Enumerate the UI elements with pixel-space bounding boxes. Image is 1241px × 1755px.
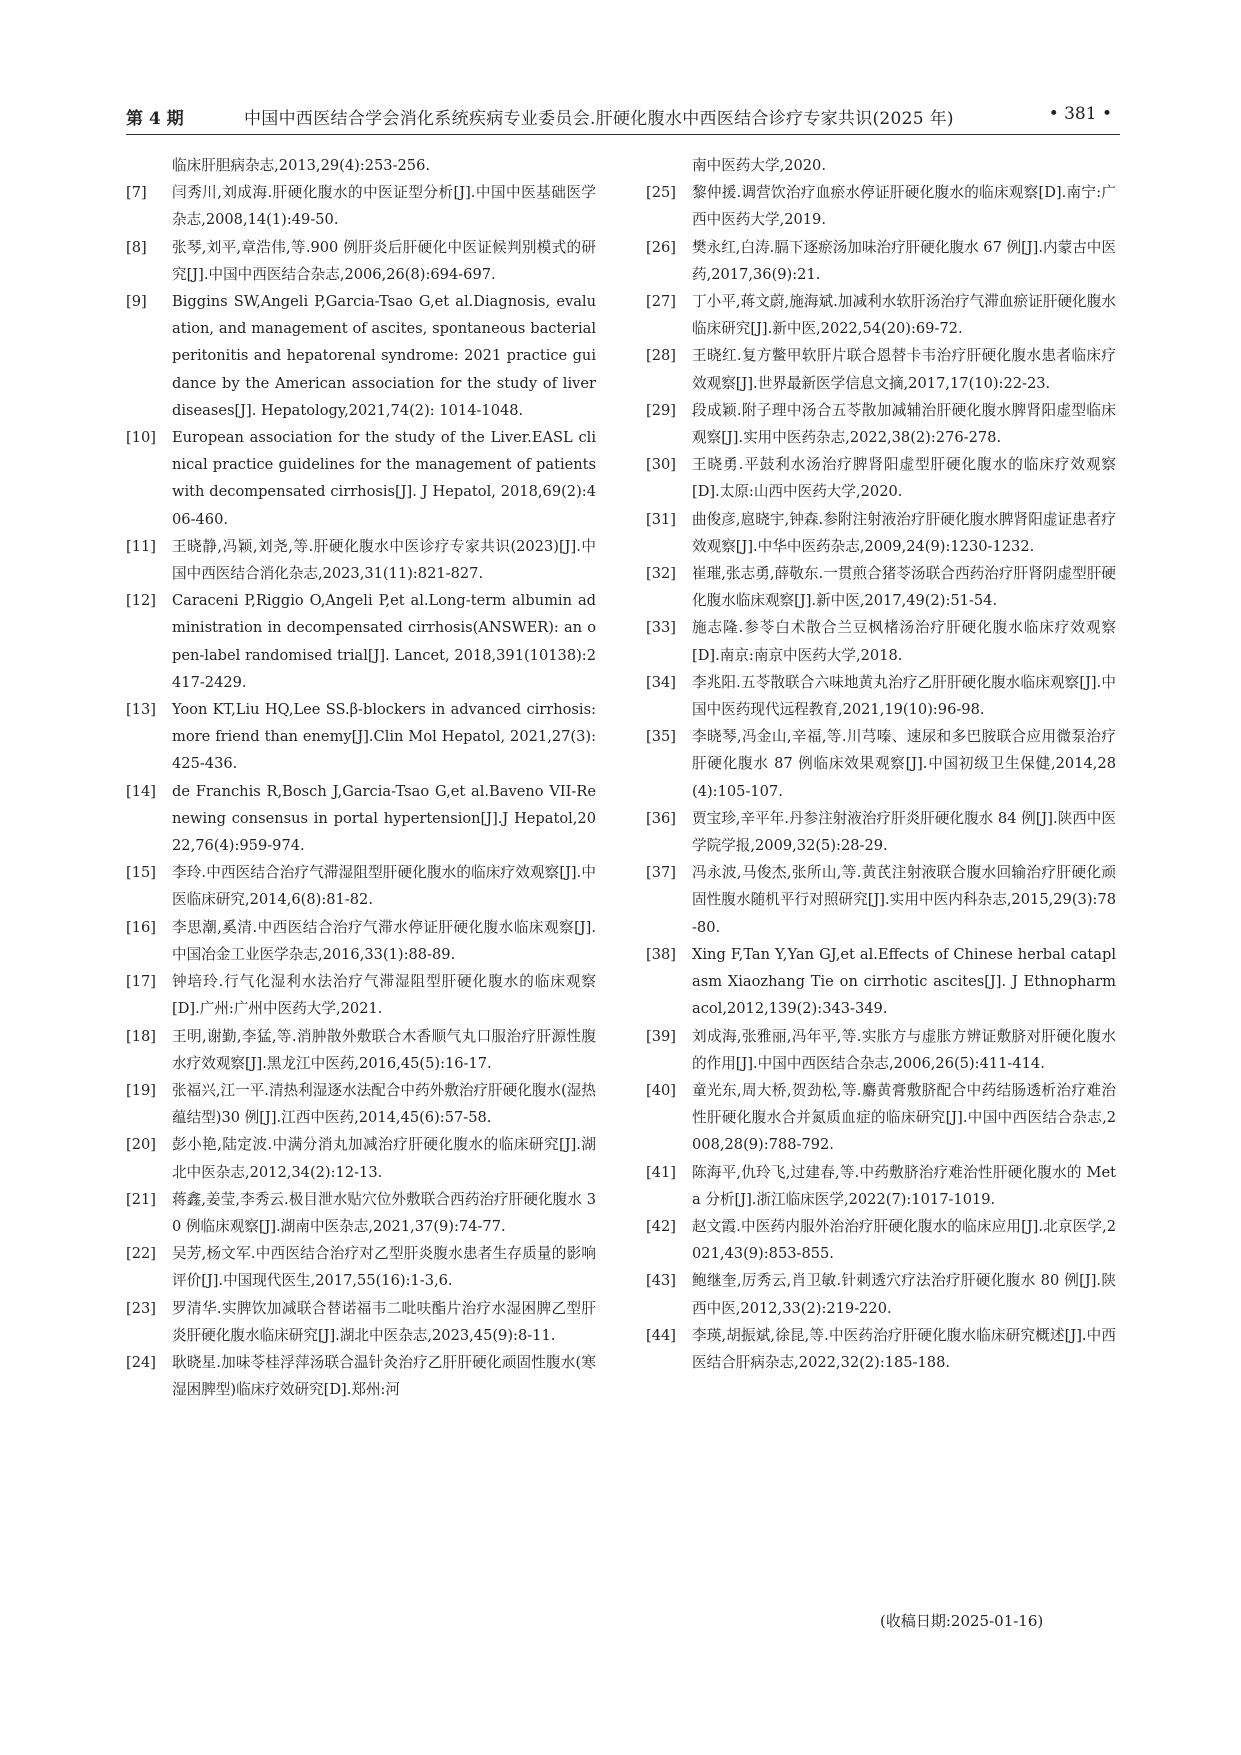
reference-text: 李玲.中西医结合治疗气滞湿阻型肝硬化腹水的临床疗效观察[J].中医临床研究,2014,6(8):81-82. — [172, 864, 596, 909]
reference-entry — [646, 1023, 1116, 1077]
reference-entry — [646, 397, 1116, 451]
reference-entry — [126, 1023, 596, 1077]
reference-entry — [646, 1267, 1116, 1321]
reference-text: 王晓勇.平鼓利水汤治疗脾肾阳虚型肝硬化腹水的临床疗效观察[D].太原:山西中医药大学,2020. — [692, 456, 1116, 501]
reference-entry — [126, 1077, 596, 1131]
reference-entry — [126, 234, 596, 288]
reference-number: [18] — [126, 1027, 156, 1045]
reference-entry — [646, 723, 1116, 805]
reference-number: [25] — [646, 184, 676, 202]
reference-entry — [646, 560, 1116, 614]
reference-entry — [126, 778, 596, 860]
reference-number: [29] — [646, 401, 676, 419]
reference-text: Biggins SW,Angeli P,Garcia-Tsao G,et al.Diagnosis, evaluation, and management of ascites, spontaneous bacterial peritonitis and hepatorenal syndrome: 2021 practice guidance by the American association for the study of liver diseases[J]. Hepatology,2021,74(2): 1014-1048. — [172, 293, 596, 419]
reference-entry — [646, 1077, 1116, 1159]
header-title: 中国中西医结合学会消化系统疾病专业委员会.肝硬化腹水中西医结合诊疗专家共识(2025 年) — [244, 109, 954, 129]
reference-text: 段成颖.附子理中汤合五苓散加减辅治肝硬化腹水脾肾阳虚型临床观察[J].实用中医药杂志,2022,38(2):276-278. — [692, 401, 1116, 447]
reference-text: 蒋鑫,姜莹,李秀云.极目泄水贴穴位外敷联合西药治疗肝硬化腹水 30 例临床观察[J].湖南中医杂志,2021,37(9):74-77. — [172, 1190, 596, 1235]
reference-number: [38] — [646, 945, 676, 963]
reference-entry — [126, 914, 596, 968]
reference-number: [11] — [126, 537, 156, 555]
reference-number: [34] — [646, 673, 676, 691]
reference-number: [22] — [126, 1245, 156, 1263]
reference-entry — [126, 1186, 596, 1240]
reference-number: [27] — [646, 293, 676, 311]
reference-entry — [126, 1240, 596, 1294]
reference-text: 王晓静,冯颖,刘尧,等.肝硬化腹水中医诊疗专家共识(2023)[J].中国中西医结合消化杂志,2023,31(11):821-827. — [172, 537, 596, 583]
reference-number: [14] — [126, 782, 156, 800]
reference-entry — [646, 1213, 1116, 1267]
reference-number: [41] — [646, 1163, 676, 1181]
reference-text: Caraceni P,Riggio O,Angeli P,et al.Long-term albumin administration in decompensated cirrhosis(ANSWER): an open-label randomised trial[J]. Lancet, 2018,391(10138):2417-2429. — [172, 592, 596, 691]
reference-number: [24] — [126, 1353, 156, 1371]
reference-text: 临床肝胆病杂志,2013,29(4):253-256. — [172, 157, 431, 174]
reference-number: [10] — [126, 429, 156, 447]
reference-number: [36] — [646, 809, 676, 827]
reference-number: [30] — [646, 456, 676, 474]
reference-text: 施志隆.参苓白术散合兰豆枫楮汤治疗肝硬化腹水临床疗效观察[D].南京:南京中医药大学,2018. — [692, 619, 1116, 664]
reference-number: [33] — [646, 619, 676, 637]
reference-text: 吴芳,杨文军.中西医结合治疗对乙型肝炎腹水患者生存质量的影响评价[J].中国现代医生,2017,55(16):1-3,6. — [172, 1245, 596, 1290]
issue-number: 第 4 期 — [126, 109, 184, 129]
reference-text: 樊永红,白涛.膈下逐瘀汤加味治疗肝硬化腹水 67 例[J].内蒙古中医药,2017,36(9):21. — [692, 238, 1116, 283]
reference-text: 张福兴,江一平.清热利湿逐水法配合中药外敷治疗肝硬化腹水(湿热蕴结型)30 例[J].江西中医药,2014,45(6):57-58. — [172, 1081, 596, 1127]
reference-entry — [646, 805, 1116, 859]
reference-entry — [646, 506, 1116, 560]
received-date: (收稿日期:2025-01-16) — [880, 1612, 1044, 1630]
reference-text: 崔璀,张志勇,薛敬东.一贯煎合猪苓汤联合西药治疗肝肾阴虚型肝硬化腹水临床观察[J].新中医,2017,49(2):51-54. — [692, 565, 1116, 610]
reference-entry — [126, 152, 596, 179]
reference-column-left — [126, 152, 596, 1403]
reference-entry — [646, 1159, 1116, 1213]
reference-number: [44] — [646, 1326, 676, 1344]
reference-text: 陈海平,仇玲飞,过建春,等.中药敷脐治疗难治性肝硬化腹水的 Meta 分析[J].浙江临床医学,2022(7):1017-1019. — [692, 1163, 1116, 1208]
reference-entry — [126, 859, 596, 913]
reference-text: 王晓红.复方鳖甲软肝片联合恩替卡韦治疗肝硬化腹水患者临床疗效观察[J].世界最新医学信息文摘,2017,17(10):22-23. — [692, 347, 1116, 392]
reference-text: 赵文霞.中医药内服外治治疗肝硬化腹水的临床应用[J].北京医学,2021,43(9):853-855. — [692, 1217, 1116, 1263]
reference-number: [26] — [646, 238, 676, 256]
reference-number: [13] — [126, 701, 156, 719]
reference-entry — [126, 533, 596, 587]
reference-text: 李晓琴,冯金山,辛福,等.川芎嗪、速尿和多巴胺联合应用微泵治疗肝硬化腹水 87 例临床效果观察[J].中国初级卫生保健,2014,28(4):105-107. — [692, 728, 1116, 800]
reference-entry — [646, 614, 1116, 668]
reference-number: [35] — [646, 728, 676, 746]
reference-entry — [646, 342, 1116, 396]
reference-text: 李瑛,胡振斌,徐昆,等.中医药治疗肝硬化腹水临床研究概述[J].中西医结合肝病杂志,2022,32(2):185-188. — [692, 1326, 1116, 1371]
reference-text: 彭小艳,陆定波.中满分消丸加减治疗肝硬化腹水的临床研究[J].湖北中医杂志,2012,34(2):12-13. — [172, 1136, 596, 1181]
reference-number: [28] — [646, 347, 676, 365]
reference-entry — [126, 968, 596, 1022]
reference-entry — [646, 941, 1116, 1023]
page-number: • 381 • — [1048, 104, 1112, 124]
reference-text: de Franchis R,Bosch J,Garcia-Tsao G,et al.Baveno VII-Renewing consensus in portal hypertension[J].J Hepatol,2022,76(4):959-974. — [172, 782, 596, 855]
reference-entry — [126, 179, 596, 233]
reference-text: Yoon KT,Liu HQ,Lee SS.β-blockers in advanced cirrhosis: more friend than enemy[J].Clin Mol Hepatol, 2021,27(3):425-436. — [172, 701, 596, 773]
reference-text: 冯永波,马俊杰,张所山,等.黄芪注射液联合腹水回输治疗肝硬化顽固性腹水随机平行对照研究[J].实用中医内科杂志,2015,29(3):78-80. — [692, 864, 1116, 936]
reference-text: 耿晓星.加味苓桂浮萍汤联合温针灸治疗乙肝肝硬化顽固性腹水(寒湿困脾型)临床疗效研究[D].郑州:河 — [172, 1353, 596, 1399]
reference-number: [21] — [126, 1190, 156, 1208]
reference-entry — [126, 1131, 596, 1185]
reference-number: [20] — [126, 1136, 156, 1154]
reference-number: [17] — [126, 973, 156, 991]
reference-number: [7] — [126, 184, 147, 202]
reference-entry — [646, 1322, 1116, 1376]
reference-text: Xing F,Tan Y,Yan GJ,et al.Effects of Chinese herbal cataplasm Xiaozhang Tie on cirrhotic ascites[J]. J Ethnopharmacol,2012,139(2):343-349. — [692, 945, 1116, 1018]
reference-entry — [646, 179, 1116, 233]
reference-number: [19] — [126, 1081, 156, 1099]
reference-text: 李思潮,奚清.中西医结合治疗气滞水停证肝硬化腹水临床观察[J].中国冶金工业医学杂志,2016,33(1):88-89. — [172, 918, 596, 963]
reference-number: [37] — [646, 864, 676, 882]
reference-entry — [646, 234, 1116, 288]
reference-text: 鲍继奎,厉秀云,肖卫敏.针刺透穴疗法治疗肝硬化腹水 80 例[J].陕西中医,2012,33(2):219-220. — [692, 1272, 1116, 1317]
reference-entry — [126, 696, 596, 778]
reference-text: 南中医药大学,2020. — [692, 157, 826, 174]
reference-text: 曲俊彦,扈晓宇,钟森.参附注射液治疗肝硬化腹水脾肾阳虚证患者疗效观察[J].中华中医药杂志,2009,24(9):1230-1232. — [692, 510, 1116, 555]
running-header — [126, 100, 1120, 135]
reference-number: [31] — [646, 510, 676, 528]
reference-text: 童光东,周大桥,贺劲松,等.麝黄膏敷脐配合中药结肠透析治疗难治性肝硬化腹水合并氮质血症的临床研究[J].中国中西医结合杂志,2008,28(9):788-792. — [692, 1081, 1116, 1154]
reference-number: [9] — [126, 293, 147, 311]
reference-text: 贾宝珍,辛平年.丹参注射液治疗肝炎肝硬化腹水 84 例[J].陕西中医学院学报,2009,32(5):28-29. — [692, 809, 1116, 855]
reference-text: 罗清华.实脾饮加减联合替诺福韦二吡呋酯片治疗水湿困脾乙型肝炎肝硬化腹水临床研究[J].湖北中医杂志,2023,45(9):8-11. — [172, 1299, 596, 1344]
reference-number: [39] — [646, 1027, 676, 1045]
reference-entry — [126, 1349, 596, 1403]
reference-number: [12] — [126, 592, 156, 610]
reference-text: European association for the study of the Liver.EASL clinical practice guidelines for the management of patients with decompensated cirrhosis[J]. J Hepatol, 2018,69(2):406-460. — [172, 429, 596, 528]
reference-number: [40] — [646, 1081, 676, 1099]
reference-text: 钟培玲.行气化湿利水法治疗气滞湿阻型肝硬化腹水的临床观察[D].广州:广州中医药大学,2021. — [172, 973, 596, 1018]
reference-entry — [126, 587, 596, 696]
reference-entry — [646, 451, 1116, 505]
reference-entry — [126, 424, 596, 533]
reference-entry — [126, 288, 596, 424]
reference-entry — [646, 859, 1116, 941]
reference-number: [43] — [646, 1272, 676, 1290]
reference-entry — [126, 1295, 596, 1349]
reference-text: 王明,谢勤,李猛,等.消肿散外敷联合木香顺气丸口服治疗肝源性腹水疗效观察[J].黑龙江中医药,2016,45(5):16-17. — [172, 1027, 596, 1072]
reference-text: 刘成海,张雅丽,冯年平,等.实胀方与虚胀方辨证敷脐对肝硬化腹水的作用[J].中国中西医结合杂志,2006,26(5):411-414. — [692, 1027, 1116, 1072]
reference-entry — [646, 288, 1116, 342]
reference-text: 李兆阳.五苓散联合六味地黄丸治疗乙肝肝硬化腹水临床观察[J].中国中医药现代远程教育,2021,19(10):96-98. — [692, 673, 1116, 719]
reference-text: 丁小平,蒋文蔚,施海斌.加减利水软肝汤治疗气滞血瘀证肝硬化腹水临床研究[J].新中医,2022,54(20):69-72. — [692, 293, 1116, 338]
reference-number: [8] — [126, 238, 147, 256]
reference-entry — [646, 152, 1116, 179]
reference-text: 闫秀川,刘成海.肝硬化腹水的中医证型分析[J].中国中医基础医学杂志,2008,14(1):49-50. — [172, 184, 596, 229]
reference-text: 黎仲援.调营饮治疗血瘀水停证肝硬化腹水的临床观察[D].南宁:广西中医药大学,2019. — [692, 184, 1116, 229]
reference-text: 张琴,刘平,章浩伟,等.900 例肝炎后肝硬化中医证候判别模式的研究[J].中国中西医结合杂志,2006,26(8):694-697. — [172, 238, 596, 283]
reference-number: [16] — [126, 918, 156, 936]
reference-number: [15] — [126, 864, 156, 882]
reference-number: [23] — [126, 1299, 156, 1317]
reference-entry — [646, 669, 1116, 723]
reference-number: [32] — [646, 565, 676, 583]
reference-column-right — [646, 152, 1116, 1376]
reference-number: [42] — [646, 1217, 676, 1235]
